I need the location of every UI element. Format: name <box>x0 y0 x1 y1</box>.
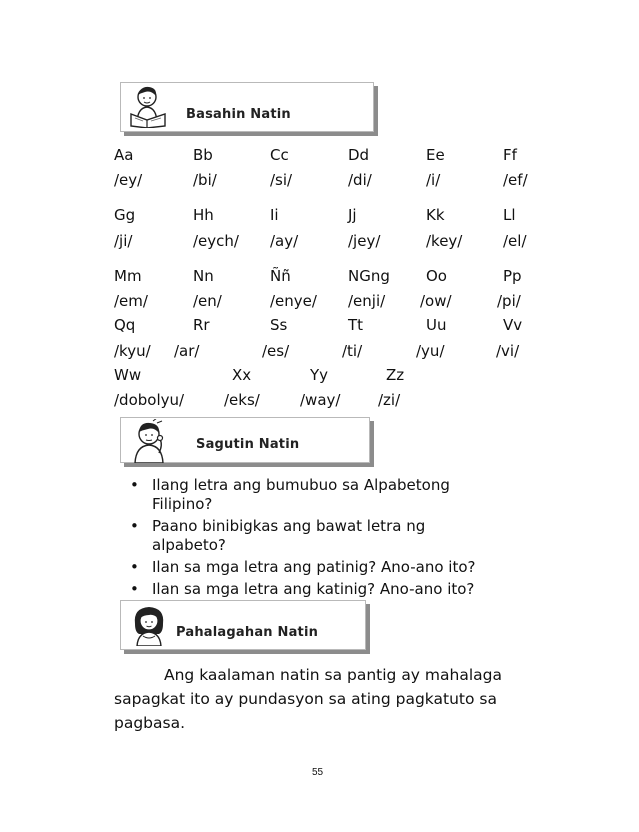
alphabet-letter: Nn <box>193 267 214 285</box>
pronunciation: /ef/ <box>503 171 528 189</box>
paragraph-line: sapagkat ito ay pundasyon sa ating pagkatuto sa <box>114 690 497 708</box>
pronunciation: /em/ <box>114 292 148 310</box>
pronunciation: /eks/ <box>224 391 260 409</box>
question-item <box>130 476 550 514</box>
pronunciation: /es/ <box>262 342 290 360</box>
question-text: Ilan sa mga letra ang katinig? Ano-ano ito? <box>152 580 475 598</box>
pronunciation: /ow/ <box>420 292 452 310</box>
pronunciation: /di/ <box>348 171 372 189</box>
pronunciation: /ji/ <box>114 232 133 250</box>
pronunciation-row-5 <box>0 391 639 413</box>
alphabet-letter: Ii <box>270 206 279 224</box>
alphabet-letter: Yy <box>310 366 329 384</box>
pronunciation: /el/ <box>503 232 527 250</box>
alphabet-letter: Gg <box>114 206 136 224</box>
alphabet-letter: Ss <box>270 316 288 334</box>
question-text: Ilan sa mga letra ang patinig? Ano-ano ito? <box>152 558 476 576</box>
pronunciation-row-1 <box>0 171 639 193</box>
alphabet-letter: Zz <box>386 366 405 384</box>
child-reading-illustration <box>123 84 175 128</box>
value-paragraph <box>114 663 544 735</box>
child-thinking-illustration <box>123 419 175 463</box>
pronunciation: /si/ <box>270 171 293 189</box>
pronunciation-row-3 <box>0 292 639 314</box>
alphabet-row-2 <box>0 206 639 228</box>
section-banner-sagutin <box>120 417 370 463</box>
question-text: Paano binibigkas ang bawat letra ng <box>152 517 426 535</box>
pronunciation: /enye/ <box>270 292 317 310</box>
question-text: Ilang letra ang bumubuo sa Alpabetong <box>152 476 450 494</box>
section-banner-pahalagahan <box>120 600 366 650</box>
section-title-basahin: Basahin Natin <box>186 107 291 122</box>
alphabet-letter: Cc <box>270 146 289 164</box>
pronunciation: /i/ <box>426 171 441 189</box>
alphabet-letter: Ee <box>426 146 445 164</box>
pronunciation: /jey/ <box>348 232 381 250</box>
pronunciation: /yu/ <box>416 342 445 360</box>
pronunciation: /ay/ <box>270 232 299 250</box>
pronunciation: /zi/ <box>378 391 401 409</box>
pronunciation: /bi/ <box>193 171 217 189</box>
alphabet-row-5 <box>0 366 639 388</box>
alphabet-letter: Kk <box>426 206 445 224</box>
question-item <box>130 580 550 599</box>
alphabet-letter: Uu <box>426 316 447 334</box>
alphabet-letter: Bb <box>193 146 213 164</box>
alphabet-row-4 <box>0 316 639 338</box>
pronunciation: /key/ <box>426 232 463 250</box>
question-item <box>130 517 550 555</box>
page-number: 55 <box>312 767 324 778</box>
alphabet-letter: Mm <box>114 267 142 285</box>
alphabet-row-1 <box>0 146 639 168</box>
alphabet-letter: Xx <box>232 366 252 384</box>
pronunciation: /ti/ <box>342 342 363 360</box>
section-title-sagutin: Sagutin Natin <box>196 437 300 452</box>
pronunciation: /vi/ <box>496 342 520 360</box>
alphabet-letter: Ff <box>503 146 517 164</box>
question-text: Filipino? <box>152 495 213 513</box>
pronunciation: /ey/ <box>114 171 143 189</box>
pronunciation: /ar/ <box>174 342 200 360</box>
alphabet-letter: Pp <box>503 267 522 285</box>
alphabet-letter: Oo <box>426 267 447 285</box>
pronunciation: /enji/ <box>348 292 386 310</box>
section-banner-basahin <box>120 82 374 132</box>
alphabet-letter: Ww <box>114 366 142 384</box>
pronunciation: /en/ <box>193 292 222 310</box>
pronunciation: /pi/ <box>497 292 521 310</box>
paragraph-line: pagbasa. <box>114 714 186 732</box>
alphabet-letter: Tt <box>348 316 364 334</box>
alphabet-letter: Qq <box>114 316 136 334</box>
alphabet-letter: Aa <box>114 146 134 164</box>
girl-illustration <box>123 602 175 646</box>
paragraph-line: Ang kaalaman natin sa pantig ay mahalaga <box>164 666 502 684</box>
alphabet-row-3 <box>0 267 639 289</box>
section-title-pahalagahan: Pahalagahan Natin <box>176 625 319 640</box>
pronunciation: /dobolyu/ <box>114 391 185 409</box>
alphabet-letter: Vv <box>503 316 523 334</box>
pronunciation: /way/ <box>300 391 341 409</box>
question-list <box>130 476 550 602</box>
question-item <box>130 558 550 577</box>
pronunciation-row-2 <box>0 232 639 254</box>
alphabet-letter: Hh <box>193 206 214 224</box>
alphabet-letter: NGng <box>348 267 390 285</box>
pronunciation: /eych/ <box>193 232 239 250</box>
pronunciation: /kyu/ <box>114 342 151 360</box>
question-text: alpabeto? <box>152 536 226 554</box>
pronunciation-row-4 <box>0 342 639 364</box>
alphabet-letter: Dd <box>348 146 370 164</box>
alphabet-letter: Jj <box>348 206 357 224</box>
alphabet-letter: Rr <box>193 316 210 334</box>
alphabet-letter: Ll <box>503 206 516 224</box>
alphabet-letter: Ññ <box>270 267 291 285</box>
